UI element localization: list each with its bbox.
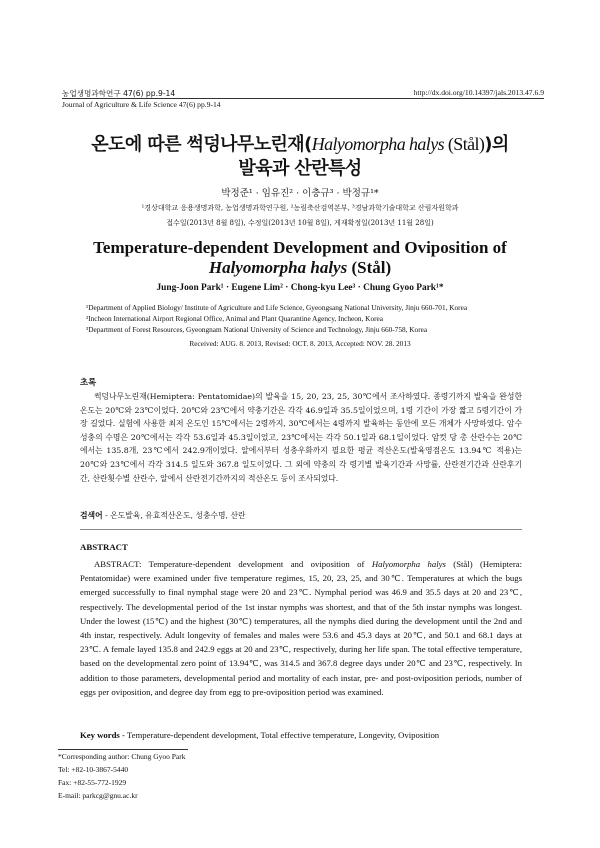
- english-affiliation-2: ²Incheon International Airport Regional Office, Animal and Plant Quarantine Agency, Incheon, Korea: [86, 314, 384, 323]
- english-keywords-label: Key words: [80, 730, 120, 740]
- korean-title-prefix: 온도에 따른 썩덩나무노린재(: [91, 134, 312, 155]
- korean-title-species: Halyomorpha halys: [311, 134, 444, 154]
- english-title-line2: [40, 258, 560, 278]
- korean-title-line2: 발육과 산란특성: [238, 158, 362, 179]
- english-authors: Jung-Joon Park¹ · Eugene Lim² · Chong-kyu Lee³ · Chung Gyoo Park¹*: [156, 283, 444, 293]
- section-divider: [80, 529, 522, 530]
- korean-title-line1: [60, 130, 540, 156]
- korean-keywords-list: - 온도발육, 유효적산온도, 성충수명, 산란: [102, 511, 246, 520]
- korean-abstract-body: 썩덩나무노린재(Hemiptera: Pentatomidae)의 발육을 15, 20, 23, 25, 30℃에서 조사하였다. 종령기까지 발육을 완성한 온도는 20℃와 23℃이었다. 20℃와 23℃에서 약충기간은 각각 46.9일과 35.5일이었으며, 1령 기간이 가장 짧고 5령기간이 가장 길었다. 실험에 사용한 최저 온도인 15℃에서는 2령까지, 30℃에서는 4령까지 발육하는 동안에 모든 개체가 사망하였다. 암수 성충의 수명은 20℃에서는 각각 53.6일과 45.3일이었고, 23℃에서는 각각 50.1일과 68.1일이었다. 암컷 당 총 산란수는 20℃에서는 135.8개, 23℃에서 242.9개이었다. 알에서부터 성충우화까지 필요한 평균 적산온도(발육영점온도 13.94℃ 적용)는 20℃와 23℃에서 각각 314.5 일도와 367.8 일도이었다. 그 외에 약충의 각 령기별 발육기간과 사망률, 산란전기간과 산란후기간, 산란횟수별 산란수, 알에서 산란전기간까지의 적산온도 등이 조사되었다.: [80, 392, 522, 483]
- english-title-species: Halyomorpha halys: [208, 258, 348, 277]
- korean-affiliation: ¹경상대학교 응용생명과학, 농업생명과학연구원, ²농림축산검역본부, ³경남과학기술대학교 산림자원학과: [141, 204, 459, 212]
- english-abstract-species: Halyomorpha halys: [371, 559, 446, 569]
- english-title-author: (Stål): [347, 258, 392, 277]
- korean-dates: 접수일(2013년 8월 8일), 수정일(2013년 10월 8일), 게재확정일(2013년 11월 28일): [166, 219, 434, 227]
- korean-abstract-heading: 초록: [80, 377, 97, 387]
- footnote-corresponding: *Corresponding author: Chung Gyoo Park: [58, 752, 186, 761]
- korean-authors: 박정준¹ · 임유진² · 이충규³ · 박정규¹*: [221, 188, 379, 199]
- korean-keywords-label: 검색어: [80, 511, 103, 520]
- footnote-tel: Tel: +82-10-3867-5440: [58, 765, 129, 774]
- english-abstract-body: [80, 557, 522, 699]
- english-affiliation-1: ¹Department of Applied Biology/ Institute of Agriculture and Life Science, Gyeongsang National University, Jinju 660-701, Korea: [86, 303, 468, 312]
- english-abstract-heading: ABSTRACT: [80, 542, 128, 552]
- korean-title-suffix: )의: [484, 134, 509, 155]
- doi-link[interactable]: http://dx.doi.org/10.14397/jals.2013.47.6.9: [413, 88, 544, 97]
- korean-keywords: [80, 510, 246, 521]
- korean-title-author: (Stål): [444, 134, 485, 154]
- english-title-line1: Temperature-dependent Development and Oviposition of: [93, 238, 507, 257]
- footnote-rule: [58, 749, 188, 750]
- received-dates: Received: AUG. 8. 2013, Revised: OCT. 8. 2013, Accepted: NOV. 28. 2013: [189, 339, 411, 348]
- english-keywords-list: - Temperature-dependent development, Total effective temperature, Longevity, Oviposition: [119, 730, 440, 740]
- english-abstract-text: (Stål) (Hemiptera: Pentatomidae) were examined under five temperature regimes, 15, 20, 23, 25, and 30℃. Temperatures at which the bugs emerged successfully to final nymphal stage were 20 and 23℃. Nymphal period was 46.9 and 35.5 days at 20 and 23℃, respectively. The developmental period of the 1st instar nymphs was shortest, and that of the 5th instar nymphs was longest. Under the lowest (15℃) and the highest (30℃) temperatures, all the nymphs died during the development until the 2nd and 4th instar, respectively. Adult longevity of females and males were 53.6 and 45.3 days at 20℃, and 50.1 and 68.1 days at 23℃. A female layed 135.8 and 242.9 eggs at 20 and 23℃, respectively, during her life span. The total effective temperature, based on the developmental zero point of 13.94℃, was 314.5 and 367.8 degree days under 20℃ and 23℃, respectively. In addition to those parameters, developmental period and mortality of each instar, pre- and post-oviposition periods, number of eggs per oviposition, and degree day from egg to pre-oviposition period was examined.: [80, 559, 522, 697]
- journal-korean-header: 농업생명과학연구 47(6) pp.9-14: [62, 89, 176, 98]
- footnote-email[interactable]: E-mail: parkcg@gnu.ac.kr: [58, 791, 138, 800]
- header-rule: [62, 98, 544, 99]
- english-keywords: [80, 730, 439, 740]
- footnote-fax: Fax: +82-55-772-1929: [58, 778, 127, 787]
- english-abstract-lead: ABSTRACT: Temperature-dependent development and oviposition of: [94, 559, 372, 569]
- english-affiliation-3: ³Department of Forest Resources, Gyeongnam National University of Science and Technology, Jinju 660-758, Korea: [86, 325, 428, 334]
- journal-english-header: Journal of Agriculture & Life Science 47(6) pp.9-14: [62, 100, 221, 109]
